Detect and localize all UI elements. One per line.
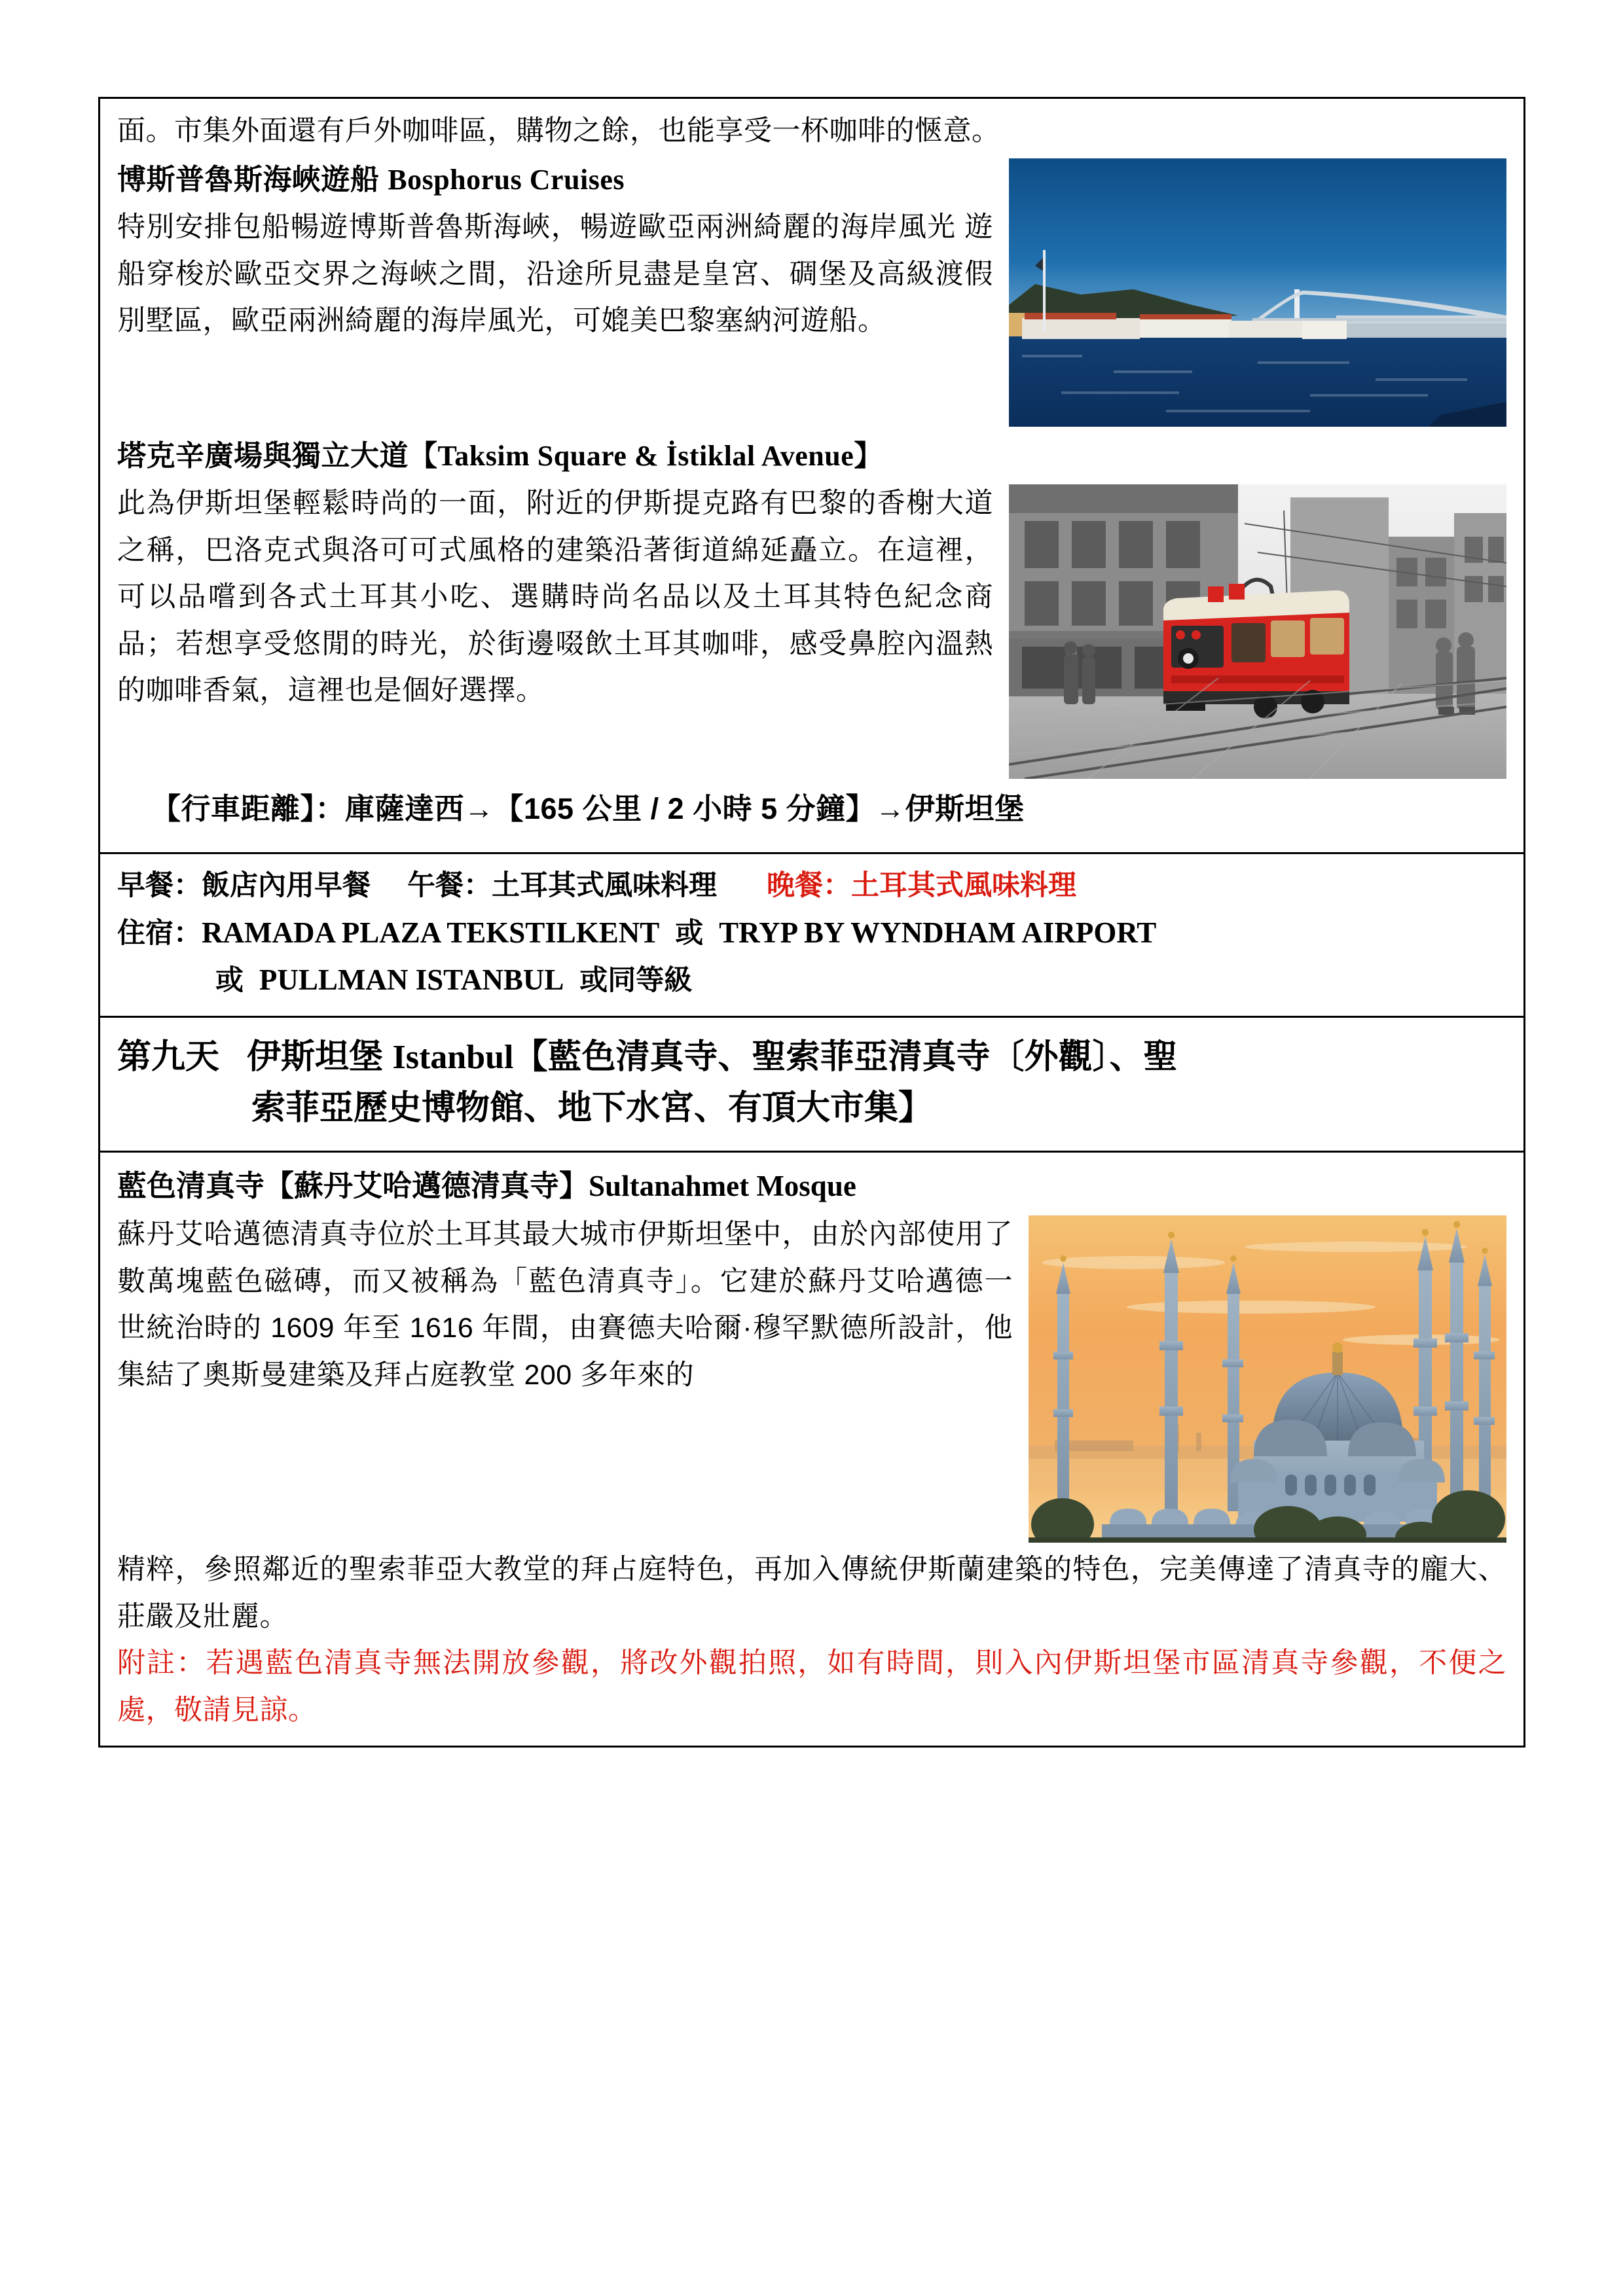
hotel-option-3: PULLMAN ISTANBUL: [259, 963, 564, 997]
accommodation-line-2: [117, 956, 1506, 1004]
taksim-section-title: [117, 435, 1506, 478]
bosphorus-title-en: Bosphorus Cruises: [388, 164, 625, 196]
taksim-bracket-close: 】: [854, 440, 883, 473]
hotel-or-3: 或同等級: [579, 965, 693, 997]
hotel-or-2: 或: [215, 965, 244, 997]
dinner-label: 晚餐：: [767, 869, 851, 901]
day-city-cn: 伊斯坦堡: [247, 1038, 384, 1077]
taksim-body: 此為伊斯坦堡輕鬆時尚的一面，附近的伊斯提克路有巴黎的香榭大道之稱，巴洛克式與洛可可式風格的建築沿著街道綿延矗立。在這裡，可以品嚐到各式土耳其小吃、選購時尚名品以及土耳其特色紀念商品；若想享受悠閒的時光，於街邊啜飲土耳其咖啡，感受鼻腔內溫熱的咖啡香氣，這裡也是個好選擇。: [117, 488, 993, 706]
blue-mosque-cell: [100, 1153, 1523, 1746]
continued-paragraph: 面。市集外面還有戶外咖啡區，購物之餘，也能享受一杯咖啡的愜意。: [117, 115, 1000, 147]
taksim-title-en: Taksim Square & İstiklal Avenue: [437, 440, 854, 473]
taksim-title-cn: 塔克辛廣場與獨立大道: [117, 440, 409, 473]
blue-mosque-title-en: Sultanahmet Mosque: [589, 1170, 856, 1203]
blue-mosque-image: [1029, 1215, 1506, 1543]
meals-line: [117, 863, 1506, 909]
bosphorus-strait-image: [1009, 158, 1506, 427]
accommodation-label: 住宿：: [117, 917, 202, 949]
bosphorus-title-cn: 博斯普魯斯海峽遊船: [117, 164, 380, 196]
day-bracket-open: 【: [513, 1038, 548, 1077]
blue-mosque-title: [117, 1164, 1506, 1208]
bosphorus-photo-graphic: [1009, 158, 1506, 427]
day-label: 第九天: [117, 1038, 220, 1077]
blue-mosque-row: [100, 1153, 1523, 1746]
hotel-option-1: RAMADA PLAZA TEKSTILKENT: [202, 916, 660, 949]
hotel-or-1: 或: [675, 917, 704, 949]
dinner-value: 土耳其式風味料理: [851, 869, 1076, 901]
day-highlights-line-2-wrap: [117, 1083, 1506, 1134]
lunch-value: 土耳其式風味料理: [492, 869, 717, 901]
day-9-header: [100, 1018, 1523, 1151]
meals-accommodation-cell: [100, 854, 1523, 1016]
lunch-label: 午餐：: [407, 869, 492, 901]
day-8-content-row: [100, 99, 1523, 854]
breakfast-value: 飯店內用早餐: [202, 869, 371, 901]
blue-mosque-title-bracket: 【蘇丹艾哈邁德清真寺】: [264, 1169, 589, 1203]
tram-photo-graphic: [1009, 484, 1506, 779]
accommodation-line-1: [117, 909, 1506, 957]
blue-mosque-title-cn: 藍色清真寺: [117, 1169, 265, 1203]
istiklal-tram-image: [1009, 484, 1506, 779]
blue-mosque-note: 附註：若遇藍色清真寺無法開放參觀，將改外觀拍照，如有時間，則入內伊斯坦堡市區清真寺參觀，不便之處，敬請見諒。: [117, 1647, 1506, 1726]
bosphorus-body: 特別安排包船暢遊博斯普魯斯海峽，暢遊歐亞兩洲綺麗的海岸風光 遊船穿梭於歐亞交界之海峽之間，沿途所見盡是皇宮、碉堡及高級渡假別墅區，歐亞兩洲綺麗的海岸風光，可媲美巴黎塞納河遊船。: [117, 211, 993, 337]
blue-mosque-body-full: 精粹，參照鄰近的聖索菲亞大教堂的拜占庭特色，再加入傳統伊斯蘭建築的特色，完美傳達了清真寺的龐大、莊嚴及壯麗。: [117, 1554, 1506, 1632]
day-bracket-close: 】: [898, 1089, 933, 1128]
taksim-bracket-open: 【: [409, 440, 438, 473]
mosque-photo-graphic: [1029, 1215, 1506, 1543]
day-9-header-row: [100, 1018, 1523, 1153]
day-highlights-line-2: 索菲亞歷史博物館、地下水宮、有頂大市集: [251, 1089, 899, 1128]
hotel-option-2: TRYP BY WYNDHAM AIRPORT: [719, 916, 1157, 949]
driving-distance-line: 【行車距離】：庫薩達西→【165 公里 / 2 小時 5 分鐘】→伊斯坦堡: [151, 792, 1025, 826]
day-highlights-line-1: 藍色清真寺、聖索菲亞清真寺〔外觀〕、聖: [547, 1038, 1178, 1077]
meals-accommodation-row: [100, 854, 1523, 1018]
itinerary-table: [98, 97, 1525, 1748]
day-8-content-cell: [100, 99, 1523, 852]
day-city-en: Istanbul: [392, 1039, 514, 1077]
breakfast-label: 早餐：: [117, 869, 202, 901]
blue-mosque-body-wrapped: 蘇丹艾哈邁德清真寺位於土耳其最大城市伊斯坦堡中，由於內部使用了數萬塊藍色磁磚，而又被稱為「藍色清真寺」。它建於蘇丹艾哈邁德一世統治時的 1609 年至 1616 年間，由賽德夫哈爾·穆罕默德所設計，他集結了奧斯曼建築及拜占庭教堂 200 多年來的: [117, 1219, 1013, 1391]
